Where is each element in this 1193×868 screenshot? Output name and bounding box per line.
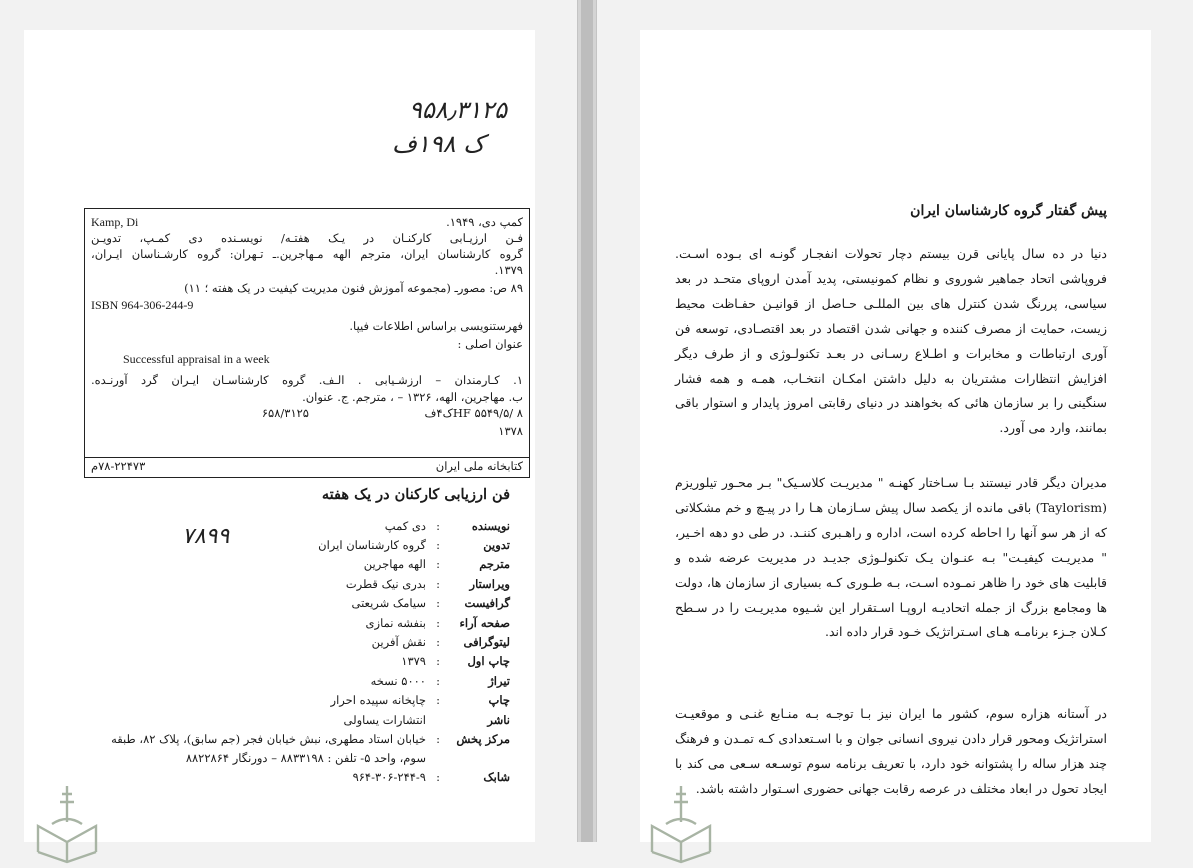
credit-label: تیراژ: [488, 673, 510, 688]
author-latin: Kamp, Di: [91, 215, 139, 229]
paragraph-3-text: در آستانه هزاره سوم، کشور ما ایران نیز بـا توجـه بـه منـابع غنـی و موقعیـت استراتژیک ومحور قرار دادن نیروی انسانی جوان و با اسـتعدادی کـه تمـدن و فرهنگ چند هزار ساله را پشتوانه خود دارد، با تعریف برنامه سوم توسـعه سـعی می کند با ایجاد تحول در ابعاد مختلف در عرصه رقابت جهانی حضوری اسـتوار داشته باشد.: [675, 706, 1107, 796]
credit-value: سیامک شریعتی: [351, 596, 426, 611]
credit-label: نویسنده: [471, 518, 510, 533]
credit-row: [80, 594, 510, 613]
paragraph-1-text: دنیا در ده سال پایانی قرن بیستم دچار تحولات انفجـار گونـه ای بـوده اسـت. فروپاشی اتحاد جماهیر شوروی و نظام کمونیستی، پدید آمدن اروپای متحـد در بعد سیاسی، پررنگ شدن کنترل های بین المللـی حـاصل از قوانیـن حفـاظت محیط زیست، حمایت از مصرف کننده و جهانی شدن اقتصاد در بعد اقتصـادی، توسعه فن آوری ارتباطات و مخابرات و اطـلاع رسـانی در بعـد تکنولـوژی و از طرف دیگر افزایش انتظارات مشتریان به دلیل داشتن امکـان انتخـاب، همـه و همه فشار سنگینی را بر سازمان هائی که بخواهند در دنیای رقابتی امروز پایدار و استوار باقی بمانند، وارد می آورد.: [675, 246, 1107, 436]
b-line: ب. مهاجرین، الهه، ۱۳۲۶ – ، مترجم. ج. عنوان.: [302, 390, 523, 404]
credit-colon: :: [436, 673, 440, 688]
page-left: [24, 30, 535, 842]
credit-colon: :: [436, 615, 440, 630]
credit-colon: :: [436, 693, 440, 708]
credit-row: [80, 729, 510, 748]
credit-colon: :: [436, 731, 440, 746]
address-line-2: سوم، واحد ۵- تلفن : ۸۸۳۳۱۹۸ – دورنگار ۸۸۲۲۸۶۴: [185, 751, 426, 766]
title-line-1: فـن ارزیـابی کارکنـان در یـک هفتـه/ نویسـنده دی کمـپ، تدویـن: [91, 231, 523, 245]
credit-value: دی کمپ: [384, 518, 426, 533]
credit-row: [80, 671, 510, 690]
paragraph-2: [675, 471, 1107, 645]
credit-colon: :: [436, 596, 440, 611]
dewey: ۶۵۸/۳۱۲۵: [261, 406, 309, 420]
credit-label: لیتوگرافی: [463, 635, 510, 650]
original-title: Successful appraisal in a week: [123, 352, 270, 366]
library-name: کتابخانه ملی ایران: [435, 459, 523, 473]
credit-row: [80, 516, 510, 535]
credit-value: انتشارات یساولی: [343, 712, 426, 727]
isbn: ISBN 964-306-244-9: [91, 298, 194, 312]
isbn-row: [80, 768, 510, 787]
credit-row: [80, 574, 510, 593]
title-line-2: گروه کارشناسان ایران، مترجم الهه مـهاجرین.ـ تـهران: گروه کارشـناسان ایـران،: [91, 247, 523, 261]
credit-label: چاپ اول: [467, 654, 510, 669]
subject-line: ۱. کـارمندان – ارزشـیابی . الـف. گروه کارشناسـان ایـران گرد آورنـده.: [91, 373, 523, 387]
credit-value: ۹۶۴-۳۰۶-۲۴۴-۹: [352, 770, 426, 785]
handwritten-call-number: ۹۵۸٫۳۱۲۵: [409, 96, 508, 124]
paragraph-1: [675, 242, 1107, 441]
credit-row: [80, 691, 510, 710]
page-right: [640, 30, 1151, 842]
pages-line: ۸۹ ص: مصورـ (مجموعه آموزش فنون مدیریت کیفیت در یک هفته ؛ ۱۱): [184, 281, 523, 295]
credit-row: [80, 555, 510, 574]
paragraph-2-text: مدیران دیگر قادر نیستند بـا سـاختار کهنـه " مدیریـت کلاسـیک" بـر محـور تیلوریزم (Taylorism) باقی مانده از یکصد سال پیش سـازمان هـا را در پیـچ و خم مشکلاتی که از هر سو آنها را احاطه کرده است، اداره و راهـبری کننـد. در طی دو دهه اخـیر، " مدیریـت کیفیـت" بـه عنـوان یـک تکنولـوژی جدیـد در مدیریت عرضه شده و قابلیت های خود را ظاهر نمـوده اسـت، بـه طـوری کـه بسیاری از سازمان ها، دولت ها ومجامع بزرگ از جمله اتحادیـه اروپـا اسـتقرار این شـیوه مدیریـت را در سـطح کـلان جـزء برنامـه هـای اسـتراتژیک خـود قرار داده اند.: [675, 475, 1107, 640]
credit-row: [80, 652, 510, 671]
fipa-note: فهرستنویسی براساس اطلاعات فیپا.: [349, 319, 523, 333]
credit-colon: :: [436, 538, 440, 553]
credit-row: [80, 535, 510, 554]
year-line: ۱۳۷۹.: [494, 263, 523, 277]
credit-row: [80, 632, 510, 651]
preface-title: پیش گفتار گروه کارشناسان ایران: [910, 203, 1107, 219]
cataloging-box: [84, 208, 530, 478]
credit-value: ۱۳۷۹: [401, 654, 426, 669]
credit-colon: :: [436, 770, 440, 785]
credit-colon: :: [436, 518, 440, 533]
handwritten-cutter: ک ۱۹۸ف: [392, 130, 485, 158]
credit-value: بدری نیک قطرت: [345, 576, 426, 591]
credit-label: شابک: [483, 770, 510, 785]
credit-colon: :: [436, 557, 440, 572]
paragraph-3: [675, 702, 1107, 802]
book-title: فن ارزیابی کارکنان در یک هفته: [321, 486, 510, 503]
credit-value: خیابان استاد مطهری، نبش خیابان فجر (جم سابق)، پلاک ۸۲، طبقه: [111, 731, 426, 746]
credit-value: چاپخانه سپیده احرار: [330, 693, 426, 708]
credit-colon: :: [436, 635, 440, 650]
credit-value: گروه کارشناسان ایران: [318, 538, 426, 553]
page-gutter: [577, 0, 597, 842]
credits-list: [80, 516, 510, 787]
credit-value: ۵۰۰۰ نسخه: [370, 673, 426, 688]
credit-label: ویراستار: [469, 576, 510, 591]
handwritten-signature: ۷۸۹۹: [182, 524, 230, 549]
original-title-label: عنوان اصلی :: [457, 337, 523, 351]
credit-colon: :: [436, 654, 440, 669]
library-seal-icon: [32, 782, 102, 868]
credit-row: [80, 613, 510, 632]
author-line: کمپ دی، ۱۹۴۹.: [446, 215, 523, 229]
credit-label: مرکز پخش: [456, 731, 510, 746]
scrollbar-thumb[interactable]: [581, 0, 593, 842]
credit-label: گرافیست: [464, 596, 510, 611]
credit-label: مترجم: [479, 557, 510, 572]
library-seal-icon: [646, 782, 716, 868]
credit-label: صفحه آراء: [459, 615, 510, 630]
credit-value: الهه مهاجرین: [363, 557, 426, 572]
credit-colon: :: [436, 576, 440, 591]
credit-value: نقش آفرین: [371, 635, 426, 650]
lc-class: HF ۵۵۴۹/۵/ ۸ک۴ف: [424, 406, 523, 420]
lc-year: ۱۳۷۸: [498, 424, 523, 438]
credit-label: تدوین: [483, 538, 510, 553]
box-divider: [85, 457, 529, 458]
credit-label: ناشر: [487, 712, 510, 727]
credit-value: بنفشه نمازی: [365, 615, 426, 630]
library-number: ۷۸-۲۲۴۷۳م: [91, 459, 146, 473]
credit-label: چاپ: [488, 693, 510, 708]
credit-row: [80, 710, 510, 729]
